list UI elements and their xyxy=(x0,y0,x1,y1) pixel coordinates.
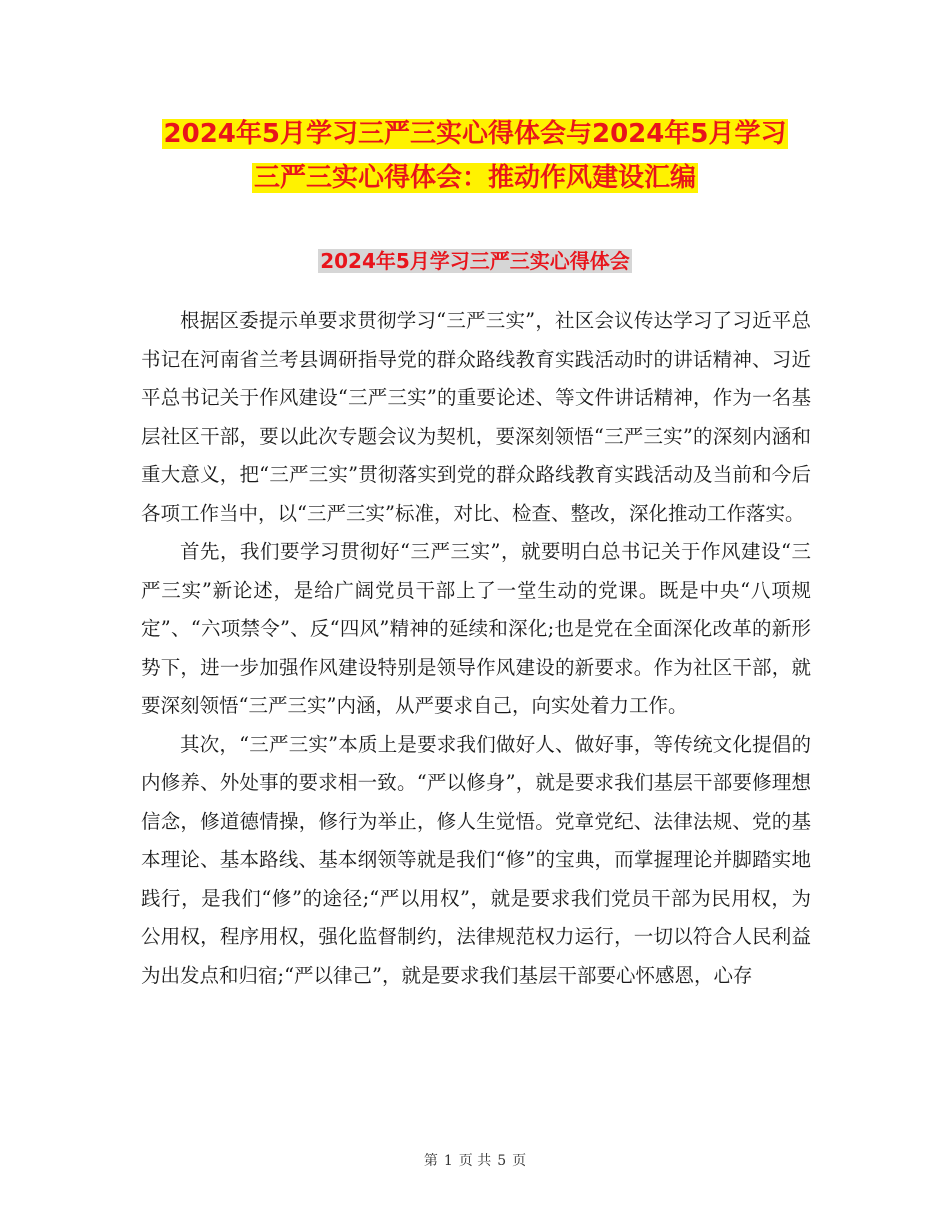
page-number-middle: 页 共 xyxy=(458,1153,492,1169)
page-number-suffix: 页 xyxy=(512,1153,527,1169)
page-number-prefix: 第 xyxy=(423,1153,438,1169)
title-line-1: 2024年5月学习三严三实心得体会与2024年5月学习 xyxy=(163,119,787,149)
total-page-count: 5 xyxy=(497,1153,507,1169)
page-footer xyxy=(0,1150,950,1170)
title-line-2: 三严三实心得体会：推动作风建设汇编 xyxy=(253,163,696,193)
paragraph: 根据区委提示单要求贯彻学习“三严三实”，社区会议传达学习了习近平总书记在河南省兰考县调研指导党的群众路线教育实践活动时的讲话精神、习近平总书记关于作风建设“三严三实”的重要论述、等文件讲话精神，作为一名基层社区干部，要以此次专题会议为契机，要深刻领悟“三严三实”的深刻内涵和重大意义，把“三严三实”贯彻落实到党的群众路线教育实践活动及当前和今后各项工作当中，以“三严三实”标准，对比、检查、整改，深化推动工作落实。 xyxy=(141,309,811,525)
document-body xyxy=(141,302,811,995)
section-heading xyxy=(120,243,830,279)
paragraph: 其次，“三严三实”本质上是要求我们做好人、做好事，等传统文化提倡的内修养、外处事的要求相一致。“严以修身”，就是要求我们基层干部要修理想信念，修道德情操，修行为举止，修人生觉悟。党章党纪、法律法规、党的基本理论、基本路线、基本纲领等就是我们“修”的宝典，而掌握理论并脚踏实地践行，是我们“修”的途径;“严以用权”，就是要求我们党员干部为民用权，为公用权，程序用权，强化监督制约，法律规范权力运行，一切以符合人民利益为出发点和归宿;“严以律己”，就是要求我们基层干部要心怀感恩，心存 xyxy=(141,732,811,987)
document-title xyxy=(120,112,830,200)
paragraph: 首先，我们要学习贯彻好“三严三实”，就要明白总书记关于作风建设“三严三实”新论述，是给广阔党员干部上了一堂生动的党课。既是中央“八项规定”、“六项禁令”、反“四风”精神的延续和深化;也是党在全面深化改革的新形势下，进一步加强作风建设特别是领导作风建设的新要求。作为社区干部，就要深刻领悟“三严三实”内涵，从严要求自己，向实处着力工作。 xyxy=(141,540,811,717)
section-heading-text: 2024年5月学习三严三实心得体会 xyxy=(320,249,630,273)
current-page-number: 1 xyxy=(443,1153,453,1169)
